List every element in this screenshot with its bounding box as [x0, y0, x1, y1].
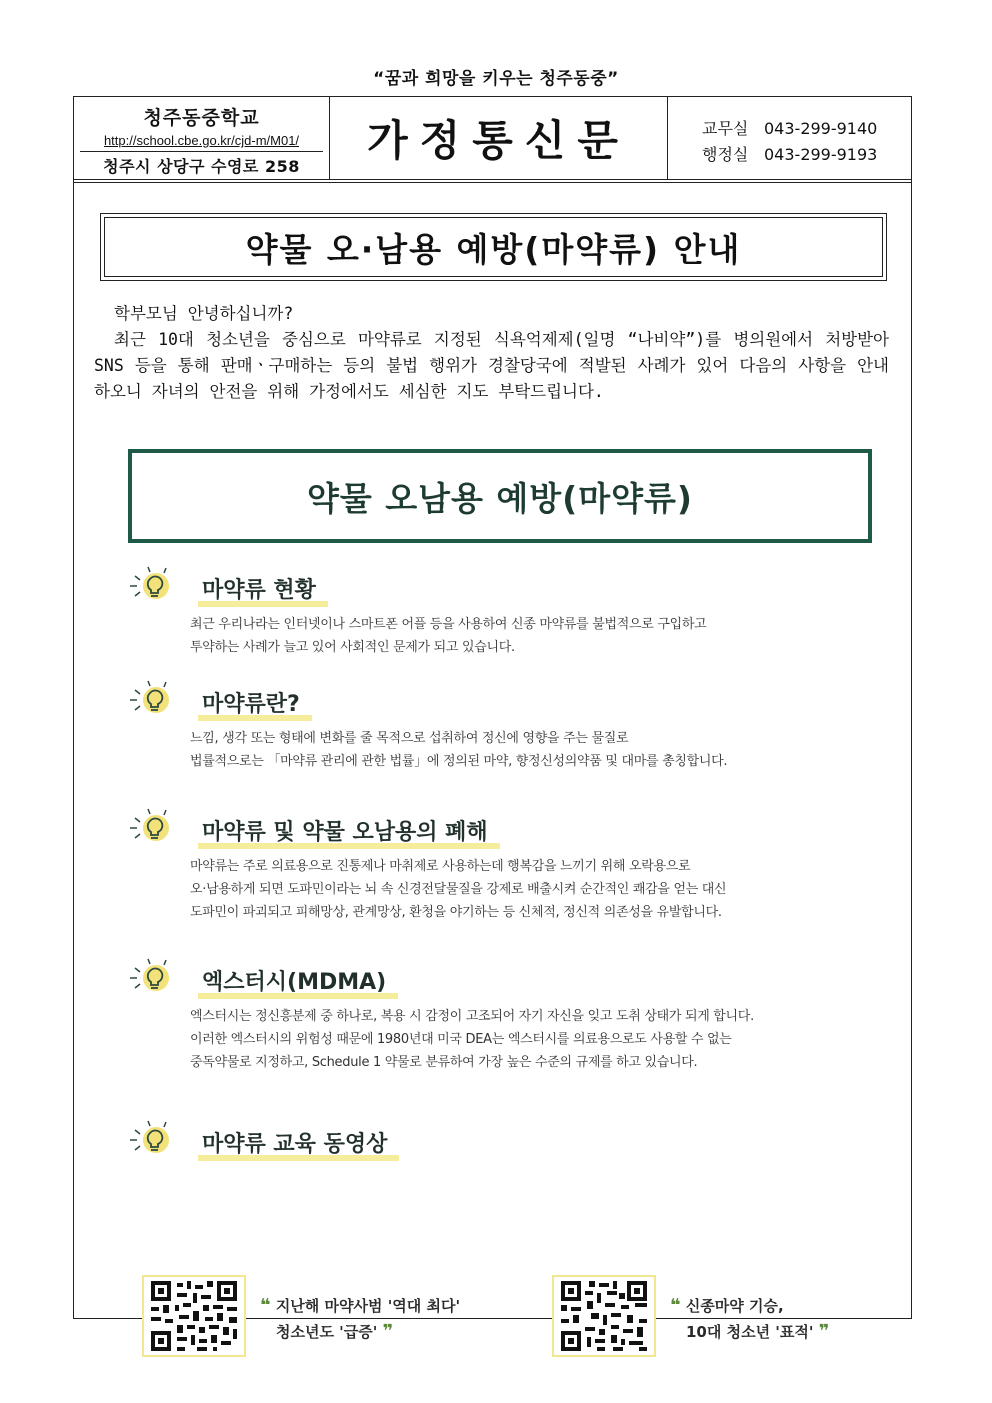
section-body — [190, 613, 830, 659]
section-heading: 마약류 및 약물 오남용의 폐해 — [198, 815, 500, 849]
contact-info — [668, 97, 911, 179]
school-info — [74, 97, 330, 179]
section-body — [190, 855, 830, 924]
qr-code-video-1[interactable] — [142, 1275, 246, 1357]
video-caption-1 — [260, 1293, 460, 1345]
newsletter-title — [330, 97, 668, 179]
quote-close-icon: ❞ — [382, 1321, 394, 1342]
lightbulb-icon — [126, 565, 174, 605]
section-heading: 마약류란? — [198, 687, 312, 721]
video-caption-line — [670, 1293, 829, 1319]
newsletter-frame — [73, 96, 912, 1342]
section-heading: 마약류 현황 — [198, 573, 328, 607]
section-body — [190, 727, 830, 773]
section-heading: 엑스터시(MDMA) — [198, 965, 398, 999]
qr-code-icon — [151, 1281, 237, 1351]
body-line: 오·남용하게 되면 도파민이라는 뇌 속 신경전달물질을 강제로 배출시켜 순간적인 쾌감을 얻는 대신 — [190, 882, 727, 897]
notice-title: 약물 오·남용 예방(마약류) 안내 — [104, 217, 883, 277]
notice-title-box — [100, 213, 887, 281]
contact-row — [702, 142, 911, 168]
school-name: 청주동중학교 — [143, 107, 260, 129]
video-caption-line — [670, 1319, 829, 1345]
contact-row — [702, 116, 911, 142]
section-heading: 마약류 교육 동영상 — [198, 1127, 399, 1161]
newsletter-header — [74, 97, 911, 183]
school-address: 청주시 상당구 수영로 258 — [80, 151, 323, 177]
contact-phone: 043-299-9193 — [764, 145, 878, 164]
greeting — [94, 301, 889, 405]
body-line: 법률적으로는 「마약류 관리에 관한 법률」에 정의된 마약, 향정신성의약품 및 대마를 총칭합니다. — [190, 754, 728, 769]
lightbulb-icon — [126, 957, 174, 997]
school-url-link[interactable]: http://school.cbe.go.kr/cjd-m/M01/ — [103, 133, 300, 148]
greeting-salutation: 학부모님 안녕하십니까? — [114, 304, 294, 323]
qr-code-icon — [561, 1281, 647, 1351]
contact-label: 교무실 — [702, 119, 749, 138]
lightbulb-icon — [126, 807, 174, 847]
video-caption-line — [260, 1319, 460, 1345]
body-line: 최근 우리나라는 인터넷이나 스마트폰 어플 등을 사용하여 신종 마약류를 불법적으로 구입하고 — [190, 617, 707, 632]
school-motto: “꿈과 희망을 키우는 청주동중” — [373, 69, 619, 89]
lightbulb-icon — [126, 1119, 174, 1159]
body-line: 느낌, 생각 또는 형태에 변화를 줄 목적으로 섭취하여 정신에 영향을 주는 물질로 — [190, 731, 629, 746]
body-line: 투약하는 사례가 늘고 있어 사회적인 문제가 되고 있습니다. — [190, 640, 515, 655]
greeting-paragraph: 최근 10대 청소년을 중심으로 마약류로 지정된 식욕억제제(일명 “나비약”)를 병의원에서 처방받아 SNS 등을 통해 판매ㆍ구매하는 등의 불법 행위가 경찰당국에 적발된 사례가 있어 다음의 사항을 안내하오니 자녀의 안전을 위해 가정에서도 세심한 지도 부탁드립니다. — [94, 330, 889, 401]
contact-phone: 043-299-9140 — [764, 119, 878, 138]
video-title: 지난해 마약사범 '역대 최다' — [275, 1297, 461, 1315]
quote-open-icon: ❝ — [260, 1295, 271, 1316]
section-body — [190, 1005, 830, 1074]
video-title: 신종마약 기승, — [685, 1297, 784, 1315]
body-line: 중독약물로 지정하고, Schedule 1 약물로 분류하여 가장 높은 수준의 규제를 하고 있습니다. — [190, 1055, 698, 1070]
video-caption-2 — [670, 1293, 829, 1345]
poster-title: 약물 오남용 예방(마약류) — [128, 449, 872, 543]
lightbulb-icon — [126, 679, 174, 719]
quote-open-icon: ❝ — [670, 1295, 681, 1316]
newsletter-title-text: 가정통신문 — [367, 116, 630, 165]
qr-code-video-2[interactable] — [552, 1275, 656, 1357]
body-line: 엑스터시는 정신흥분제 중 하나로, 복용 시 감정이 고조되어 자기 자신을 잊고 도취 상태가 되게 합니다. — [190, 1009, 754, 1024]
video-subtitle: 10대 청소년 '표적' — [686, 1323, 814, 1341]
body-line: 도파민이 파괴되고 피해망상, 관계망상, 환청을 야기하는 등 신체적, 정신적 의존성을 유발합니다. — [190, 905, 722, 920]
prevention-poster — [124, 449, 874, 1342]
video-subtitle: 청소년도 '급증' — [276, 1323, 378, 1341]
video-caption-line — [260, 1293, 460, 1319]
quote-close-icon: ❞ — [818, 1321, 830, 1342]
contact-label: 행정실 — [702, 145, 749, 164]
body-line: 이러한 엑스터시의 위험성 때문에 1980년대 미국 DEA는 엑스터시를 의료용으로도 사용할 수 없는 — [190, 1032, 732, 1047]
body-line: 마약류는 주로 의료용으로 진통제나 마취제로 사용하는데 행복감을 느끼기 위해 오락용으로 — [190, 859, 691, 874]
